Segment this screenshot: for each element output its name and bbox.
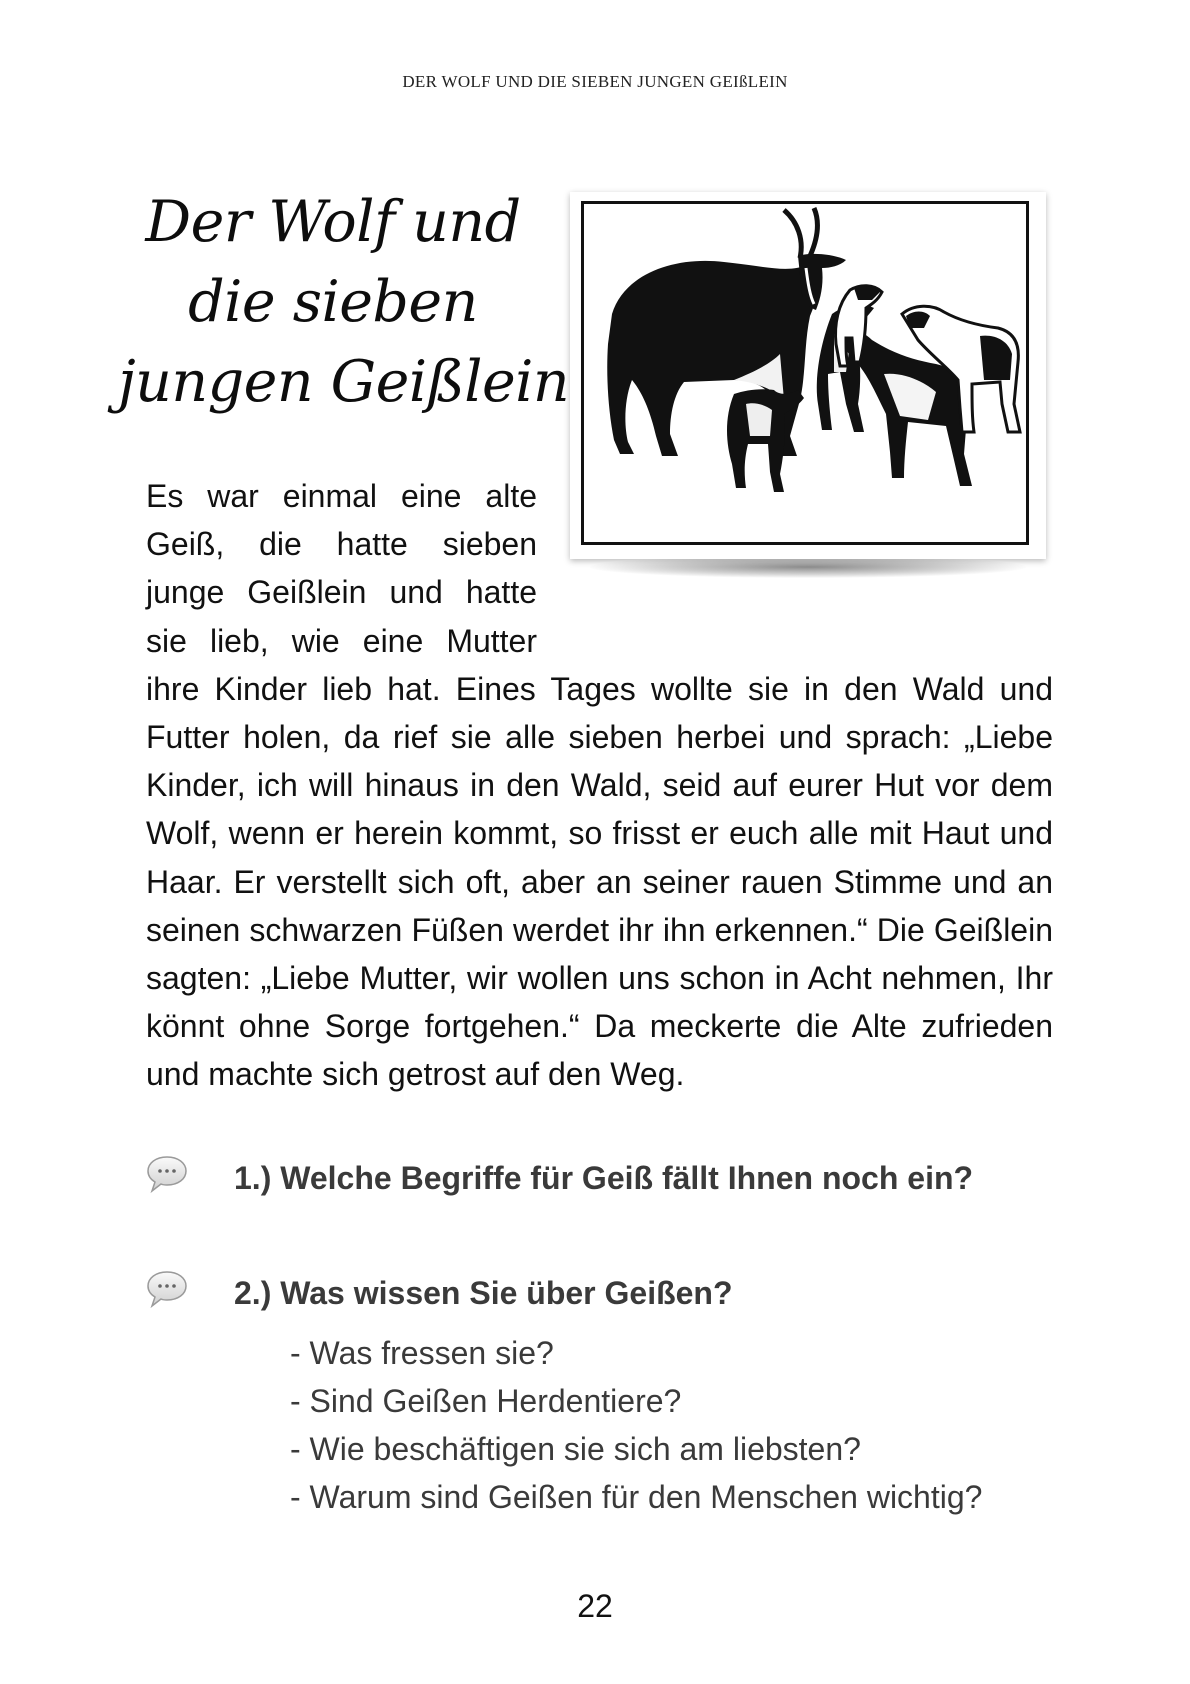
question-1-text: 1.) Welche Begriffe für Geiß fällt Ihnen noch ein? xyxy=(234,1160,974,1196)
title-line-2: die sieben xyxy=(188,269,478,335)
story-paragraph xyxy=(146,472,1053,1099)
list-item: - Warum sind Geißen für den Menschen wichtig? xyxy=(290,1479,983,1515)
question-2-text: 2.) Was wissen Sie über Geißen? xyxy=(234,1275,733,1311)
speech-bubble-icon xyxy=(146,1269,188,1309)
story-text: Es war einmal eine alte Geiß, die hatte sieben junge Geißlein und hatte sie lieb, wie eine Mutter ihre Kinder lieb hat. Eines Tages wollte sie in den Wald und Futter holen, da rief sie alle sieben herbei und sprach: „Liebe Kinder, ich will hinaus in den Wald, seid auf eurer Hut vor dem Wolf, wenn er herein kommt, so frisst er euch alle mit Haut und Haar. Er verstellt sich oft, aber an seiner rauen Stimme und an seinen schwarzen Füßen werdet ihr ihn erkennen.“ Die Geißlein sagten: „Liebe Mutter, wir wollen uns schon in Acht nehmen, Ihr könnt ohne Sorge fortgehen.“ Da meckerte die Alte zufrieden und machte sich getrost auf den Weg. xyxy=(146,478,1053,1093)
page-number: 22 xyxy=(577,1588,613,1624)
title-line-1: Der Wolf und xyxy=(145,189,521,255)
running-header: DER WOLF UND DIE SIEBEN JUNGEN GEIßLEIN xyxy=(402,72,788,91)
text-wrap-spacer xyxy=(537,472,1053,630)
title-line-3: jungen Geißlein xyxy=(118,349,570,415)
list-item: - Wie beschäftigen sie sich am liebsten? xyxy=(290,1431,861,1467)
page-title xyxy=(118,182,570,422)
list-item: - Was fressen sie? xyxy=(290,1335,554,1371)
speech-bubble-icon xyxy=(146,1154,188,1194)
list-item: - Sind Geißen Herdentiere? xyxy=(290,1383,682,1419)
question-2-subitems xyxy=(290,1329,982,1521)
